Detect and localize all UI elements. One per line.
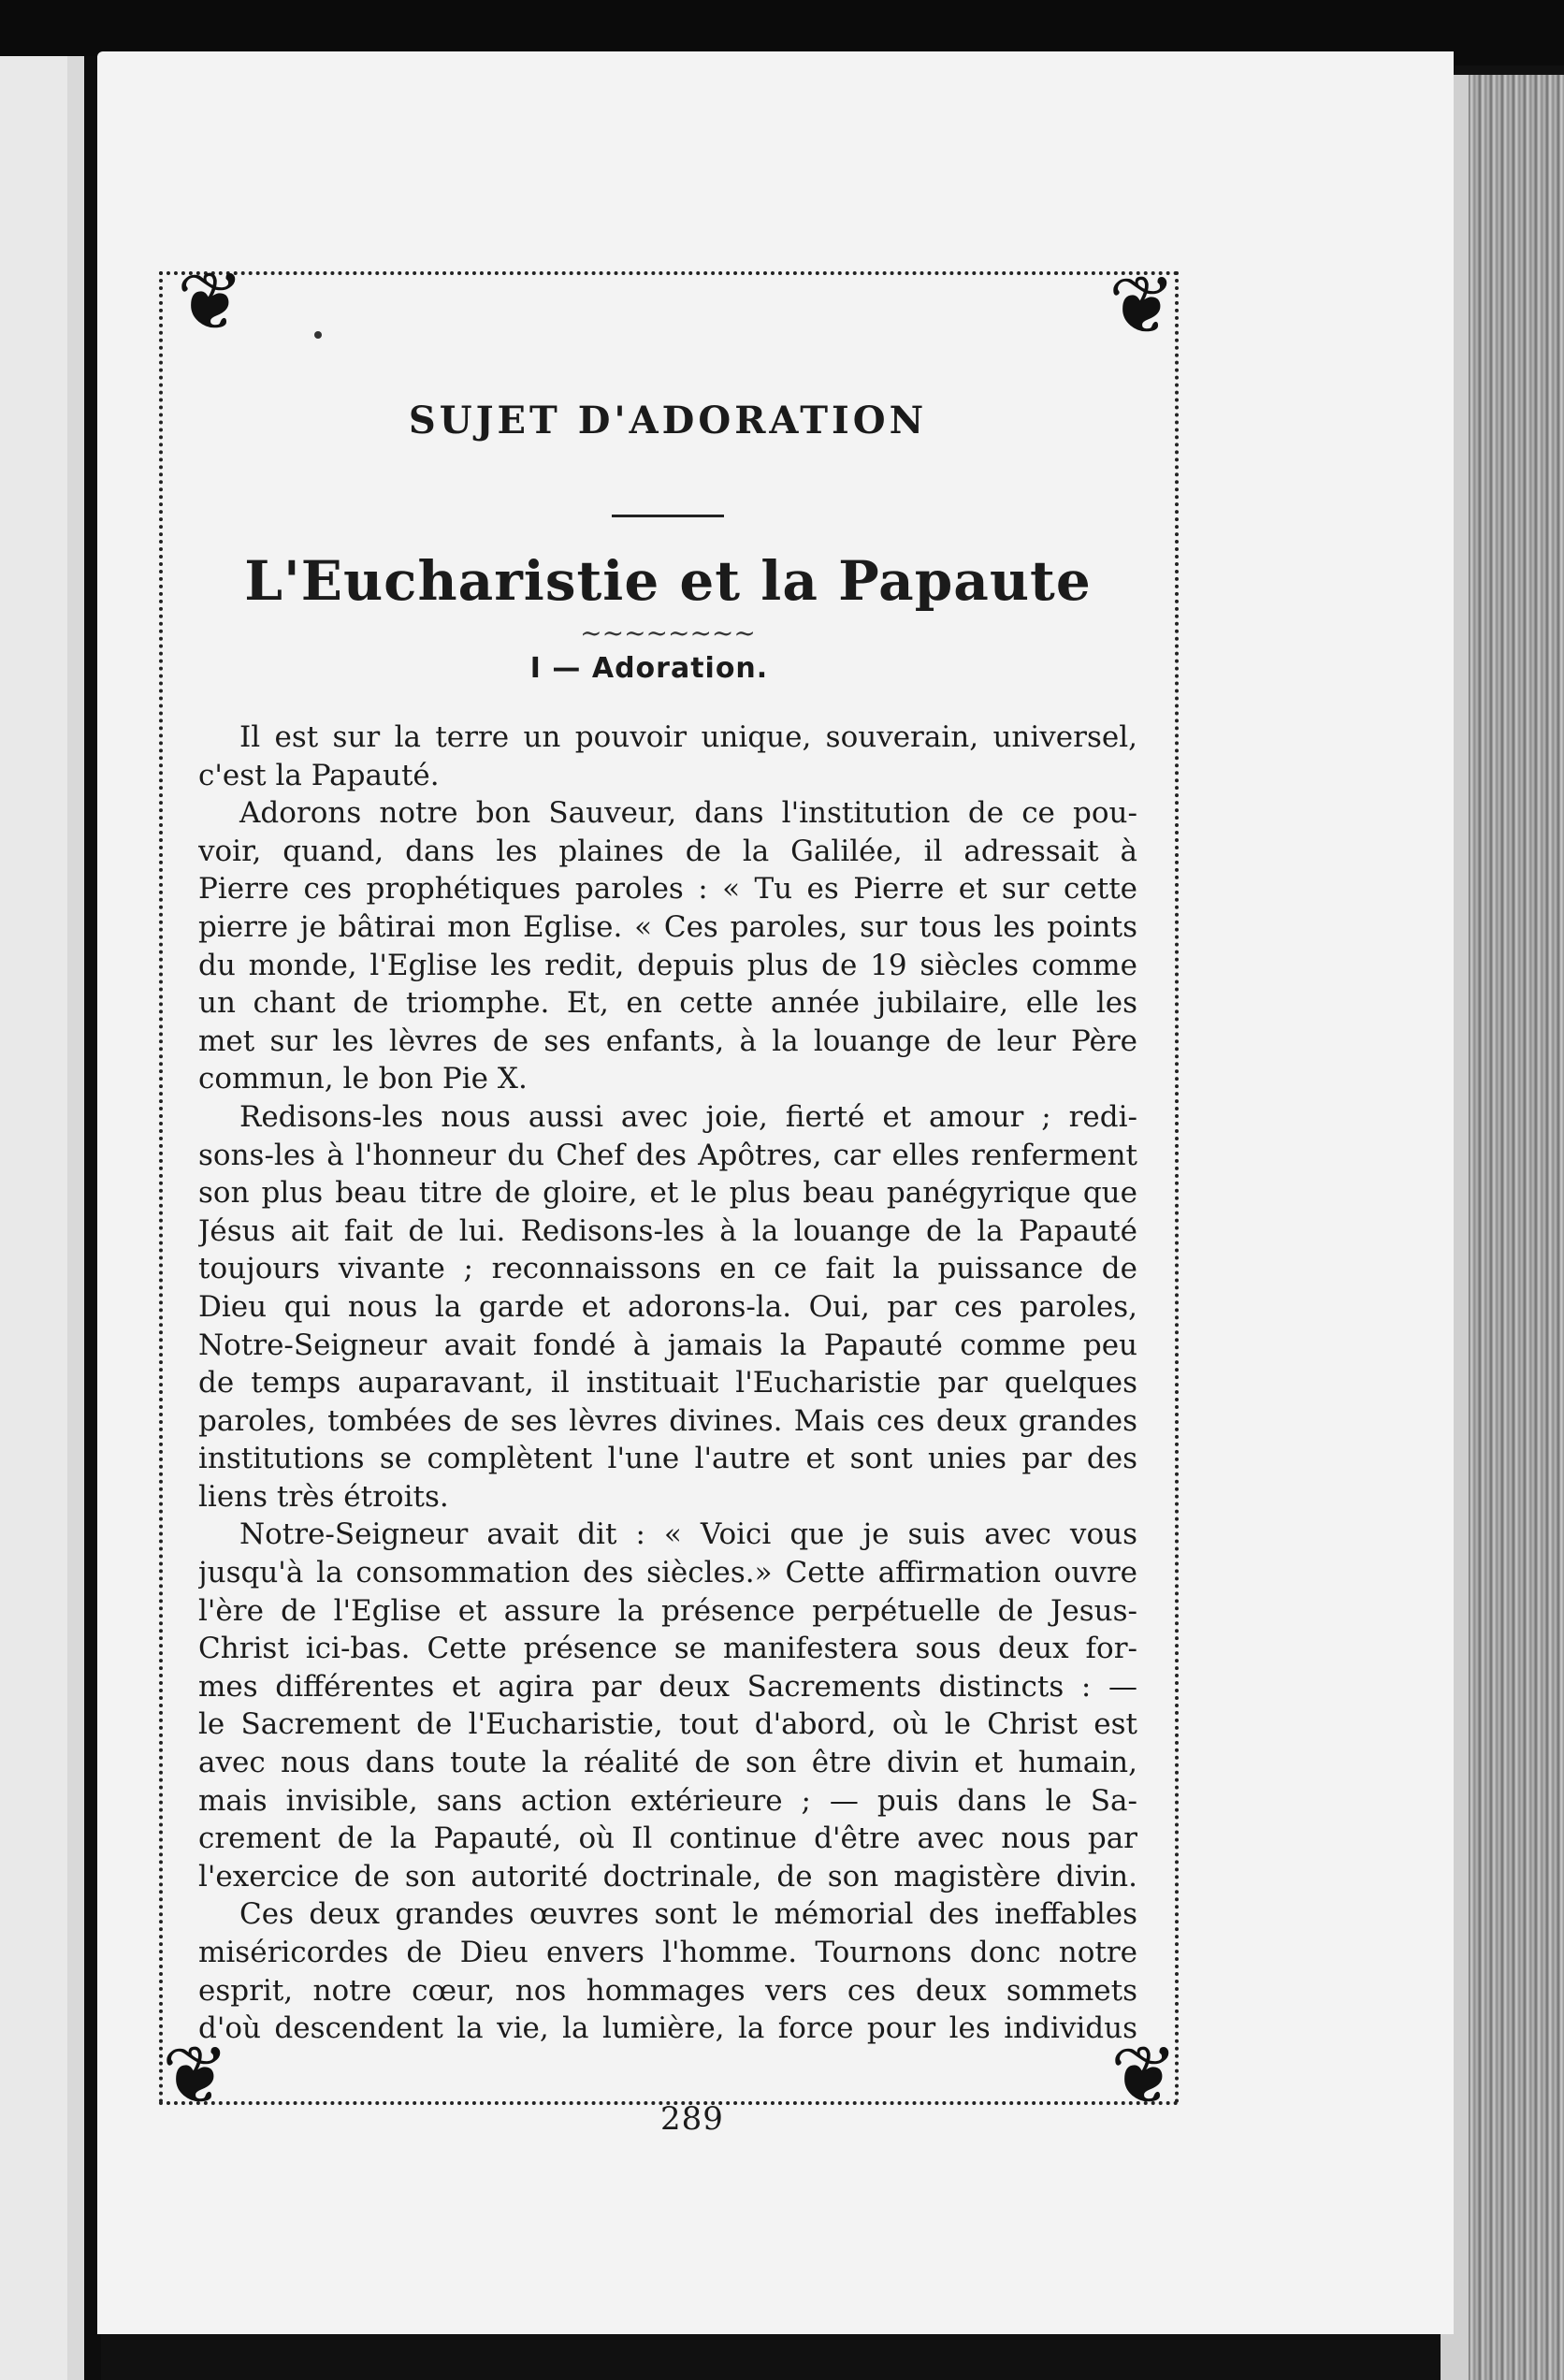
chapter-title: L'Eucharistie et la Papaute: [244, 549, 1092, 613]
text-line: Jésus ait fait de lui. Redisons-les à la louange de la Papauté: [198, 1213, 1137, 1248]
text-line: Pierre ces prophétiques paroles : « Tu es Pierre et sur cette: [198, 872, 1137, 907]
text-line: Notre-Seigneur avait dit : « Voici que je suis avec vous: [239, 1517, 1137, 1552]
text-line: toujours vivante ; reconnaissons en ce fait la puissance de: [198, 1252, 1137, 1286]
text-line: esprit, notre cœur, nos hommages vers ces deux sommets: [198, 1973, 1137, 2008]
text-line: voir, quand, dans les plaines de la Galilée, il adressait à: [198, 834, 1137, 868]
text-line: Ces deux grandes œuvres sont le mémorial des ineffables: [239, 1897, 1137, 1932]
page-stack-edge: [1441, 75, 1564, 2380]
text-line: jusqu'à la consommation des siècles.» Cette affirmation ouvre: [198, 1556, 1137, 1590]
text-line: de temps auparavant, il instituait l'Eucharistie par quelques: [198, 1366, 1137, 1400]
body-text: [198, 718, 1137, 2048]
text-line: commun, le bon Pie X.: [198, 1062, 528, 1096]
text-line: le Sacrement de l'Eucharistie, tout d'abord, où le Christ est: [198, 1707, 1137, 1742]
wave-divider: ~~~~~~~~: [580, 617, 756, 648]
corner-ornament-bottom-left: ❦: [161, 2029, 230, 2123]
text-line: du monde, l'Eglise les redit, depuis plus de 19 siècles comme: [198, 948, 1137, 982]
text-line: avec nous dans toute la réalité de son être divin et humain,: [198, 1746, 1137, 1780]
text-line: Redisons-les nous aussi avec joie, fierté et amour ; redi-: [239, 1099, 1137, 1134]
text-line: mes différentes et agira par deux Sacrements distincts : —: [198, 1669, 1137, 1704]
text-line: l'ère de l'Eglise et assure la présence perpétuelle de Jesus-: [198, 1593, 1137, 1628]
text-line: miséricordes de Dieu envers l'homme. Tournons donc notre: [198, 1936, 1137, 1969]
text-line: institutions se complètent l'une l'autre et sont unies par des: [198, 1442, 1137, 1476]
text-line: met sur les lèvres de ses enfants, à la louange de leur Père: [198, 1023, 1137, 1058]
text-line: Christ ici-bas. Cette présence se manifestera sous deux for-: [198, 1632, 1137, 1666]
text-line: pierre je bâtirai mon Eglise. « Ces paroles, sur tous les points: [198, 909, 1137, 944]
text-line: sons-les à l'honneur du Chef des Apôtres, car elles renferment: [198, 1138, 1137, 1172]
text-line: Adorons notre bon Sauveur, dans l'institution de ce pou-: [239, 796, 1137, 831]
text-line: d'où descendent la vie, la lumière, la force pour les individus: [198, 2011, 1137, 2046]
subject-heading: SUJET D'ADORATION: [408, 399, 928, 443]
text-line: mais invisible, sans action extérieure ; — puis dans le Sa-: [198, 1783, 1137, 1818]
text-line: un chant de triomphe. Et, en cette année jubilaire, elle les: [198, 986, 1137, 1021]
text-line: Notre-Seigneur avait fondé à jamais la Papauté comme peu: [198, 1328, 1137, 1362]
text-line: liens très étroits.: [198, 1479, 449, 1514]
page-content: [198, 393, 1137, 2048]
section-heading: I — Adoration.: [529, 652, 769, 685]
text-line: c'est la Papauté.: [198, 758, 440, 792]
left-page-edge: [0, 56, 101, 2380]
text-line: Il est sur la terre un pouvoir unique, souverain, universel,: [239, 720, 1137, 754]
print-speck: [314, 331, 322, 339]
corner-ornament-top-right: ❦: [1108, 259, 1177, 353]
text-line: Dieu qui nous la garde et adorons-la. Oui, par ces paroles,: [198, 1289, 1137, 1324]
text-line: l'exercice de son autorité doctrinale, de son magistère divin.: [198, 1859, 1137, 1894]
text-line: paroles, tombées de ses lèvres divines. Mais ces deux grandes: [198, 1403, 1137, 1438]
text-line: son plus beau titre de gloire, et le plus beau panégyrique que: [198, 1176, 1137, 1211]
text-line: crement de la Papauté, où Il continue d'être avec nous par: [198, 1821, 1137, 1856]
corner-ornament-top-left: ❦: [176, 255, 245, 349]
page-number: 289: [660, 2100, 724, 2138]
left-page-paper: [0, 56, 67, 2380]
corner-ornament-bottom-right: ❦: [1109, 2029, 1179, 2123]
heading-rule: [612, 515, 724, 517]
